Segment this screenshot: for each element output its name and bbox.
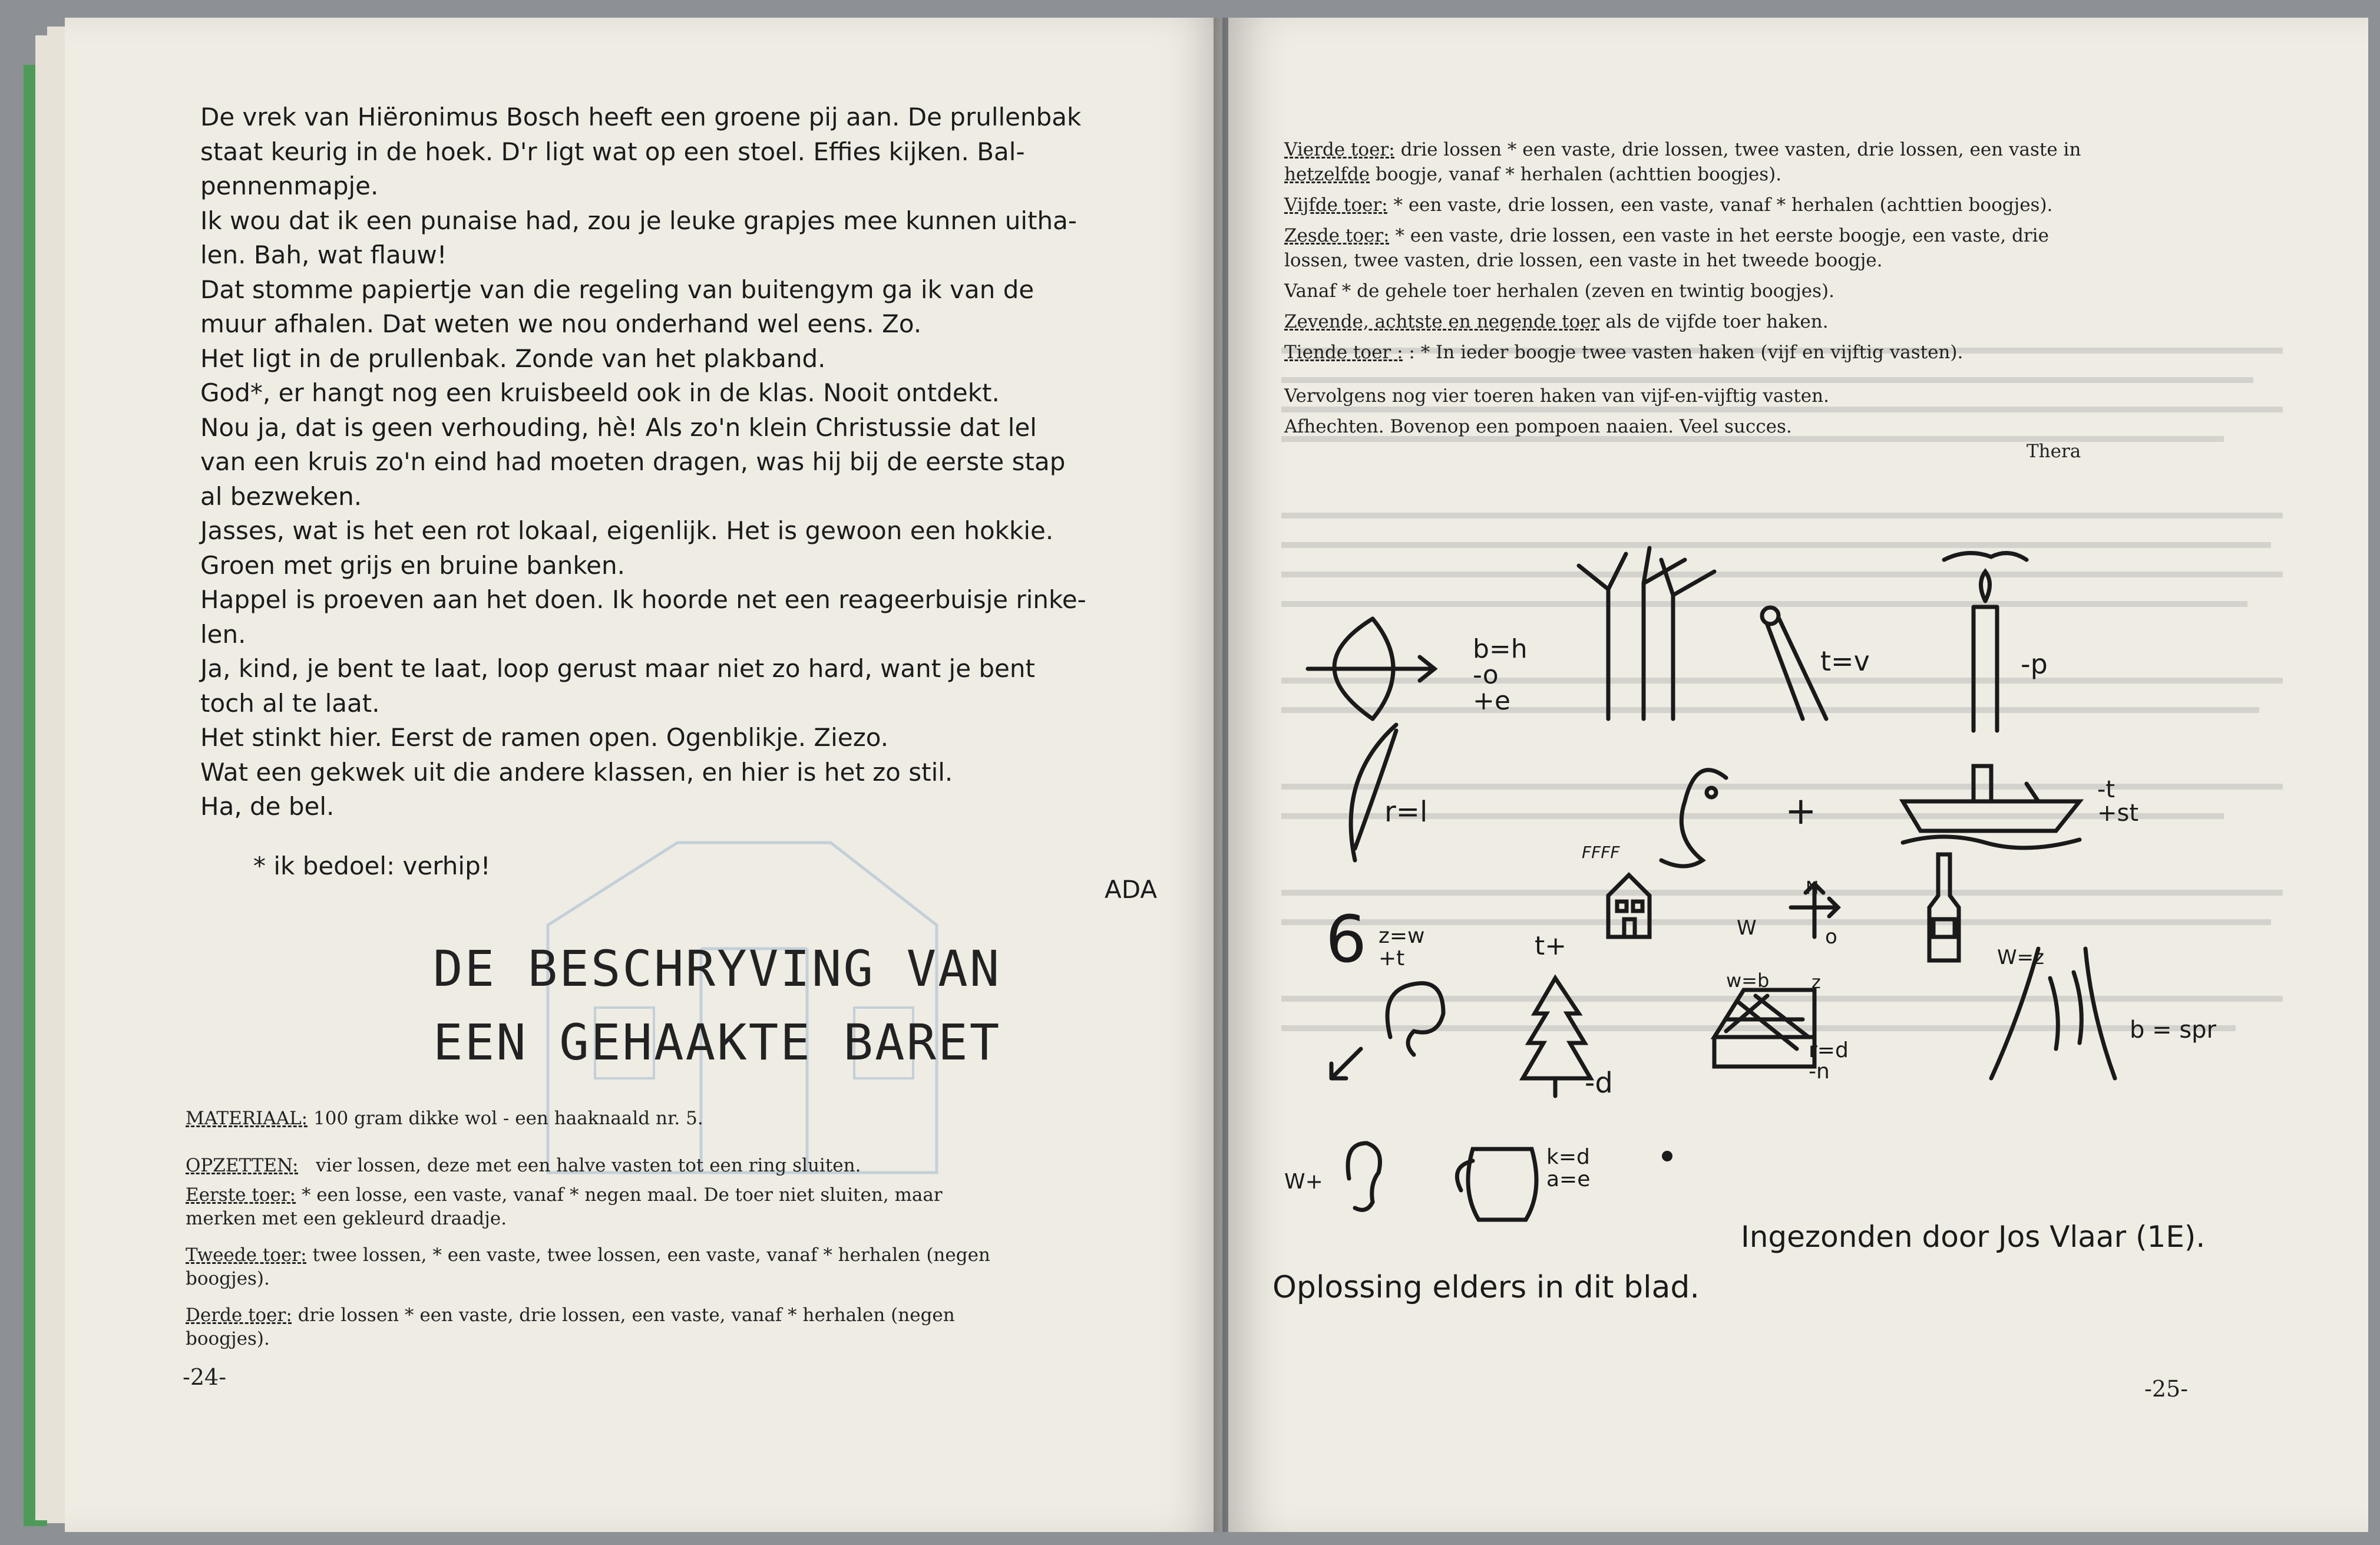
hetzelfde-word: hetzelfde	[1284, 164, 1370, 185]
derde-toer-label: Derde toer:	[186, 1305, 292, 1326]
tiende-toer-row	[1284, 337, 2227, 368]
rebus-label: N	[1806, 878, 1819, 899]
rebus-label: +	[1785, 790, 1817, 833]
tweede-toer-label: Tweede toer:	[186, 1244, 307, 1266]
story-line: pennenmapje.	[200, 171, 379, 200]
vijfde-toer-text: * een vaste, drie lossen, een vaste, vanaf * herhalen (achttien boogjes).	[1393, 194, 2053, 216]
pine-tree-icon	[1523, 978, 1591, 1096]
crochet-author: Thera	[2027, 441, 2081, 462]
story-line: Happel is proeven aan het doen. Ik hoorde net een reageerbuisje rinke-	[200, 585, 1086, 614]
derde-toer-text-cont: boogjes).	[186, 1328, 270, 1349]
zevende-toer-text: als de vijfde toer haken.	[1605, 311, 1829, 332]
story-line: len.	[200, 619, 246, 649]
story-line: Het ligt in de prullenbak. Zonde van het plakband.	[200, 344, 826, 373]
rebus-label: z=w +t	[1379, 924, 1425, 970]
story-line: Nou ja, dat is geen verhouding, hè! Als zo'n klein Christussie dat lel	[200, 412, 1037, 442]
eerste-toer-label: Eerste toer:	[186, 1184, 296, 1206]
feather-icon	[1351, 725, 1396, 860]
tiende-toer-label: Tiende toer :	[1284, 342, 1403, 363]
vijfde-toer-label: Vijfde toer:	[1284, 194, 1388, 216]
article-title-line2: EEN GEHAAKTE BARET	[433, 1014, 1001, 1071]
vierde-toer-text-cont: boogje, vanaf * herhalen (achttien boogjes).	[1375, 164, 1782, 185]
zesde-toer-cont: lossen, twee vasten, drie lossen, een vaste in het tweede boogje.	[1284, 250, 1883, 271]
story-line: Jasses, wat is het een rot lokaal, eigenlijk. Het is gewoon een hokkie.	[200, 516, 1054, 545]
rebus-label: k=d a=e	[1546, 1145, 1591, 1191]
house-icon	[1608, 875, 1650, 937]
rebus-puzzle	[1237, 530, 2345, 1308]
afhechten-row: Afhechten. Bovenop een pompoen naaien. Veel succes.	[1284, 416, 1792, 437]
vanaf-row: Vanaf * de gehele toer herhalen (zeven en twintig boogjes).	[1284, 280, 1834, 302]
story-line: Ha, de bel.	[200, 792, 335, 821]
bow-icon	[1308, 619, 1434, 719]
rebus-label: t=v	[1820, 645, 1870, 677]
vervolgens-row: Vervolgens nog vier toeren haken van vijf-en-vijftig vasten.	[1284, 385, 1829, 407]
opzetten-label: OPZETTEN:	[186, 1155, 299, 1176]
footnote: * ik bedoel: verhip!	[253, 851, 491, 880]
story-line: al bezweken.	[200, 481, 362, 511]
rebus-label: -p	[2021, 648, 2048, 680]
eerste-toer-text-cont: merken met een gekleurd draadje.	[186, 1208, 507, 1229]
rebus-label: z	[1812, 972, 1821, 993]
left-page	[65, 18, 1222, 1532]
page-number-right: -25-	[2144, 1376, 2189, 1402]
vijfde-toer-row	[1284, 190, 2227, 220]
rebus-label: W+	[1284, 1170, 1323, 1194]
eerste-toer-row	[186, 1183, 943, 1230]
tweede-toer-row	[186, 1243, 990, 1290]
zesde-toer-label: Zesde toer:	[1284, 225, 1390, 246]
tweede-toer-text-cont: boogjes).	[186, 1268, 270, 1289]
derde-toer-text: drie lossen * een vaste, drie lossen, een vaste, vanaf * herhalen (negen	[298, 1305, 955, 1326]
solution-note: Oplossing elders in dit blad.	[1272, 1270, 1700, 1305]
materiaal-row	[186, 1107, 703, 1130]
cage-icon	[1714, 990, 1814, 1067]
jug-icon	[1457, 1149, 1536, 1220]
vierde-toer-label: Vierde toer:	[1284, 139, 1395, 160]
dot-icon	[1662, 1151, 1672, 1161]
boat-icon	[1903, 766, 2080, 848]
rebus-label: 6	[1325, 902, 1367, 977]
rebus-label: FFFF	[1582, 843, 1620, 862]
rebus-label: b=h -o +e	[1473, 634, 1528, 716]
trees-icon	[1579, 548, 1714, 719]
materiaal-text: 100 gram dikke wol - een haaknaald nr. 5.	[313, 1108, 703, 1129]
vierde-toer-cont	[1284, 159, 2227, 190]
rebus-label: W	[1737, 916, 1757, 940]
candle-icon	[1944, 553, 2027, 731]
vierde-toer-text: drie lossen * een vaste, drie lossen, twee vasten, drie lossen, een vaste in	[1400, 139, 2081, 160]
story-line: len. Bah, wat flauw!	[200, 240, 447, 269]
zevende-toer-row	[1284, 306, 2227, 337]
rebus-label: -t +st	[2097, 776, 2139, 827]
story-line: Ja, kind, je bent te laat, loop gerust maar niet zo hard, want je bent	[200, 654, 1035, 683]
ear-icon	[1348, 1143, 1380, 1210]
rebus-label: o	[1825, 925, 1837, 949]
story-author: ADA	[1105, 875, 1158, 904]
materiaal-label: MATERIAAL:	[186, 1108, 308, 1129]
story-line: Wat een gekwek uit die andere klassen, en hier is het zo stil.	[200, 757, 953, 787]
story-line: muur afhalen. Dat weten we nou onderhand wel eens. Zo.	[200, 309, 922, 338]
page-number-left: -24-	[183, 1364, 227, 1390]
story-line: Ik wou dat ik een punaise had, zou je leuke grapjes mee kunnen uitha-	[200, 206, 1077, 235]
rebus-label: W=z	[1997, 946, 2044, 969]
rebus-label: -d	[1585, 1067, 1613, 1100]
eerste-toer-text: * een losse, een vaste, vanaf * negen maal. De toer niet sluiten, maar	[301, 1184, 943, 1206]
pliers-icon	[1762, 608, 1826, 719]
story-line: staat keurig in de hoek. D'r ligt wat op een stoel. Effies kijken. Bal-	[200, 137, 1025, 166]
zevende-toer-label: Zevende, achtste en negende toer	[1284, 311, 1600, 332]
story-line: Dat stomme papiertje van die regeling van buitengym ga ik van de	[200, 275, 1034, 304]
derde-toer-row	[186, 1303, 955, 1351]
submitted-by: Ingezonden door Jos Vlaar (1E).	[1741, 1220, 2206, 1254]
tiende-toer-text: : * In ieder boogje twee vasten haken (vijf en vijftig vasten).	[1409, 342, 1964, 363]
tweede-toer-text: twee lossen, * een vaste, twee lossen, een vaste, vanaf * herhalen (negen	[312, 1244, 990, 1266]
rebus-label: r=d -n	[1809, 1038, 1849, 1084]
article-title-line1: DE BESCHRYVING VAN	[433, 940, 1001, 998]
story-line: toch al te laat.	[200, 688, 380, 718]
crochet-instructions	[1284, 134, 2227, 442]
rebus-label: t+	[1535, 931, 1567, 961]
rebus-label: r=l	[1384, 795, 1428, 828]
opzetten-row	[186, 1154, 861, 1177]
story-text	[200, 100, 1219, 824]
opzetten-text: vier lossen, deze met een halve vasten tot een ring sluiten.	[316, 1155, 861, 1176]
story-line: God*, er hangt nog een kruisbeeld ook in de klas. Nooit ontdekt.	[200, 378, 1000, 407]
face-icon	[1661, 770, 1726, 866]
story-line: De vrek van Hiëronimus Bosch heeft een groene pij aan. De prullenbak	[200, 103, 1082, 131]
story-line: Groen met grijs en bruine banken.	[200, 550, 625, 580]
rebus-label: b = spr	[2130, 1016, 2217, 1044]
bottle-icon	[1929, 854, 1959, 960]
story-line: van een kruis zo'n eind had moeten dragen, was hij bij de eerste stap	[200, 447, 1066, 476]
rebus-label: w=b	[1726, 969, 1770, 992]
story-line: Het stinkt hier. Eerst de ramen open. Ogenblikje. Ziezo.	[200, 723, 889, 752]
zesde-toer-text: * een vaste, drie lossen, een vaste in het eerste boogje, een vaste, drie	[1395, 225, 2049, 246]
elephant-icon	[1331, 983, 1443, 1078]
